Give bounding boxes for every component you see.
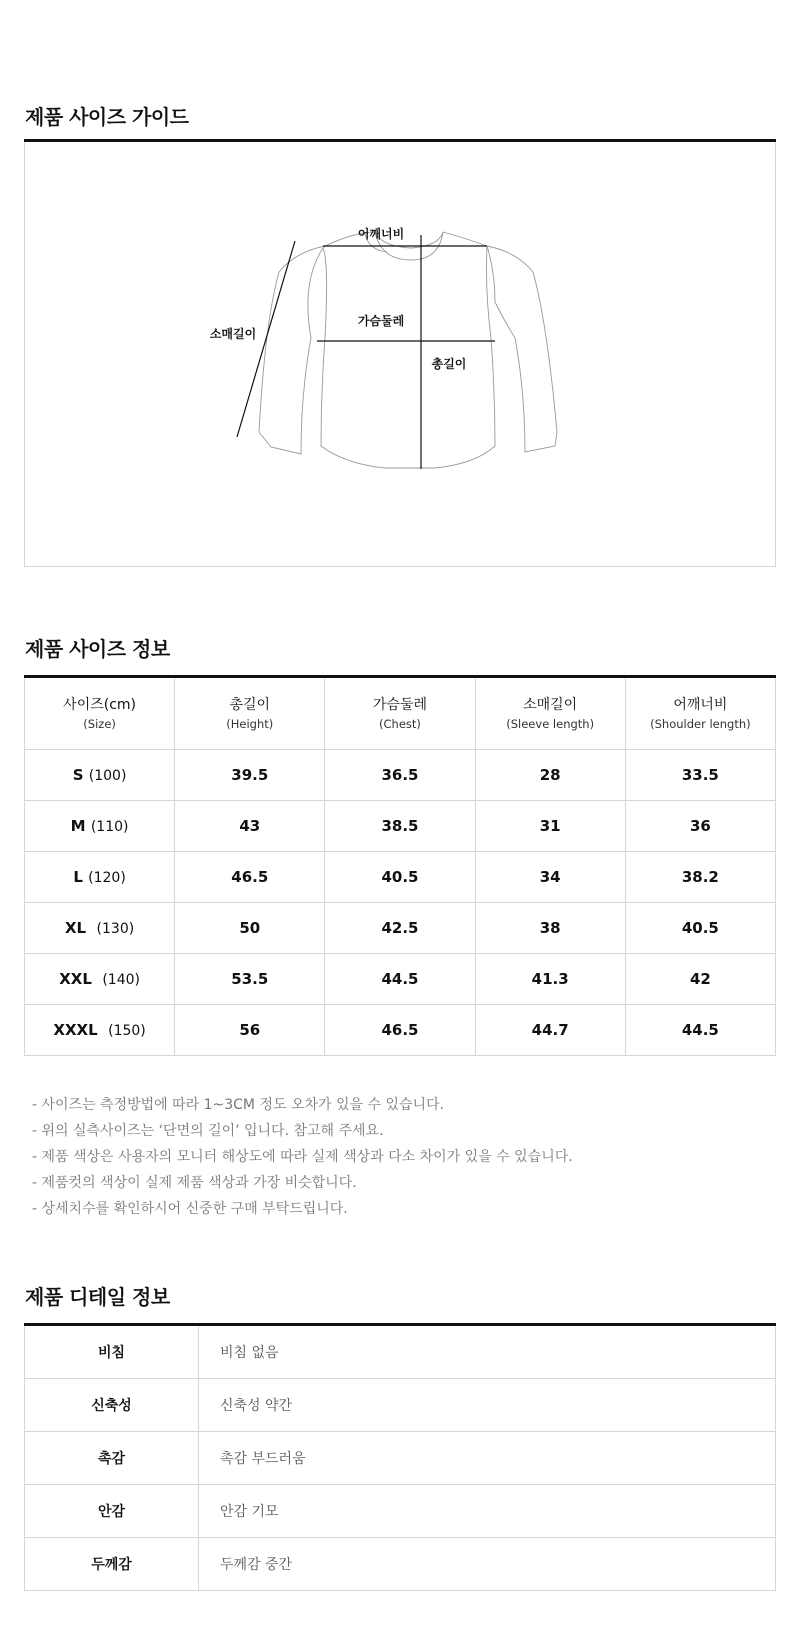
header-size: 사이즈(cm) (Size): [25, 678, 175, 750]
size-cell: L (120): [25, 852, 175, 903]
shoulder-label: 어깨너비: [357, 227, 405, 241]
size-guide-title: 제품 사이즈 가이드: [25, 105, 189, 129]
table-row: [25, 1326, 776, 1379]
shoulder-cell: 36: [625, 801, 775, 852]
sleeve-cell: 41.3: [475, 954, 625, 1005]
table-row: [25, 801, 776, 852]
height-cell: 50: [175, 903, 325, 954]
list-item: - 제품 색상은 사용자의 모니터 해상도에 따라 실제 색상과 다소 차이가 있을 수 있습니다.: [32, 1149, 573, 1165]
detail-value: 비침 없음: [199, 1326, 776, 1379]
detail-value: 신축성 약간: [199, 1379, 776, 1432]
height-cell: 43: [175, 801, 325, 852]
height-cell: 56: [175, 1005, 325, 1056]
header-chest: 가슴둘레 (Chest): [325, 678, 475, 750]
detail-key: 두께감: [25, 1538, 199, 1591]
table-row: [25, 852, 776, 903]
size-cell: M (110): [25, 801, 175, 852]
detail-key: 신축성: [25, 1379, 199, 1432]
size-cell: XXXL (150): [25, 1005, 175, 1056]
list-item: - 상세치수를 확인하시어 신중한 구매 부탁드립니다.: [32, 1201, 348, 1217]
height-cell: 46.5: [175, 852, 325, 903]
detail-value: 촉감 부드러움: [199, 1432, 776, 1485]
list-item: - 사이즈는 측정방법에 따라 1~3CM 정도 오차가 있을 수 있습니다.: [32, 1097, 445, 1113]
garment-diagram: [25, 142, 777, 567]
sleeve-cell: 38: [475, 903, 625, 954]
shoulder-cell: 40.5: [625, 903, 775, 954]
shoulder-cell: 42: [625, 954, 775, 1005]
sleeve-label: 소매길이: [209, 327, 257, 341]
size-info-title: 제품 사이즈 정보: [25, 637, 170, 661]
chest-cell: 44.5: [325, 954, 475, 1005]
chest-cell: 46.5: [325, 1005, 475, 1056]
chest-label: 가슴둘레: [357, 314, 405, 328]
size-cell: S (100): [25, 750, 175, 801]
height-cell: 53.5: [175, 954, 325, 1005]
chest-cell: 36.5: [325, 750, 475, 801]
table-row: [25, 1485, 776, 1538]
notes-list: [32, 1092, 573, 1222]
height-cell: 39.5: [175, 750, 325, 801]
shoulder-cell: 33.5: [625, 750, 775, 801]
table-row: [25, 1379, 776, 1432]
list-item: - 제품컷의 색상이 실제 제품 색상과 가장 비슷합니다.: [32, 1175, 357, 1191]
table-row: [25, 1538, 776, 1591]
table-row: [25, 1005, 776, 1056]
chest-cell: 38.5: [325, 801, 475, 852]
shoulder-cell: 44.5: [625, 1005, 775, 1056]
table-row: [25, 954, 776, 1005]
detail-value: 두께감 중간: [199, 1538, 776, 1591]
table-row: [25, 750, 776, 801]
list-item: - 위의 실측사이즈는 ‘단면의 길이’ 입니다. 참고해 주세요.: [32, 1123, 384, 1139]
detail-value: 안감 기모: [199, 1485, 776, 1538]
detail-key: 안감: [25, 1485, 199, 1538]
detail-table: [24, 1326, 776, 1591]
table-row: [25, 903, 776, 954]
length-label: 총길이: [431, 357, 467, 371]
size-guide-box: [24, 142, 776, 567]
garment-outline: [259, 246, 325, 454]
size-cell: XL (130): [25, 903, 175, 954]
size-cell: XXL (140): [25, 954, 175, 1005]
table-row: [25, 1432, 776, 1485]
detail-key: 비침: [25, 1326, 199, 1379]
header-sleeve: 소매길이 (Sleeve length): [475, 678, 625, 750]
header-shoulder: 어깨너비 (Shoulder length): [625, 678, 775, 750]
shoulder-cell: 38.2: [625, 852, 775, 903]
detail-info-title: 제품 디테일 정보: [25, 1285, 170, 1309]
sleeve-cell: 44.7: [475, 1005, 625, 1056]
sleeve-cell: 31: [475, 801, 625, 852]
size-table-header-row: [25, 678, 776, 750]
chest-cell: 40.5: [325, 852, 475, 903]
chest-cell: 42.5: [325, 903, 475, 954]
detail-key: 촉감: [25, 1432, 199, 1485]
sleeve-cell: 34: [475, 852, 625, 903]
sleeve-cell: 28: [475, 750, 625, 801]
header-height: 총길이 (Height): [175, 678, 325, 750]
size-table: [24, 678, 776, 1056]
